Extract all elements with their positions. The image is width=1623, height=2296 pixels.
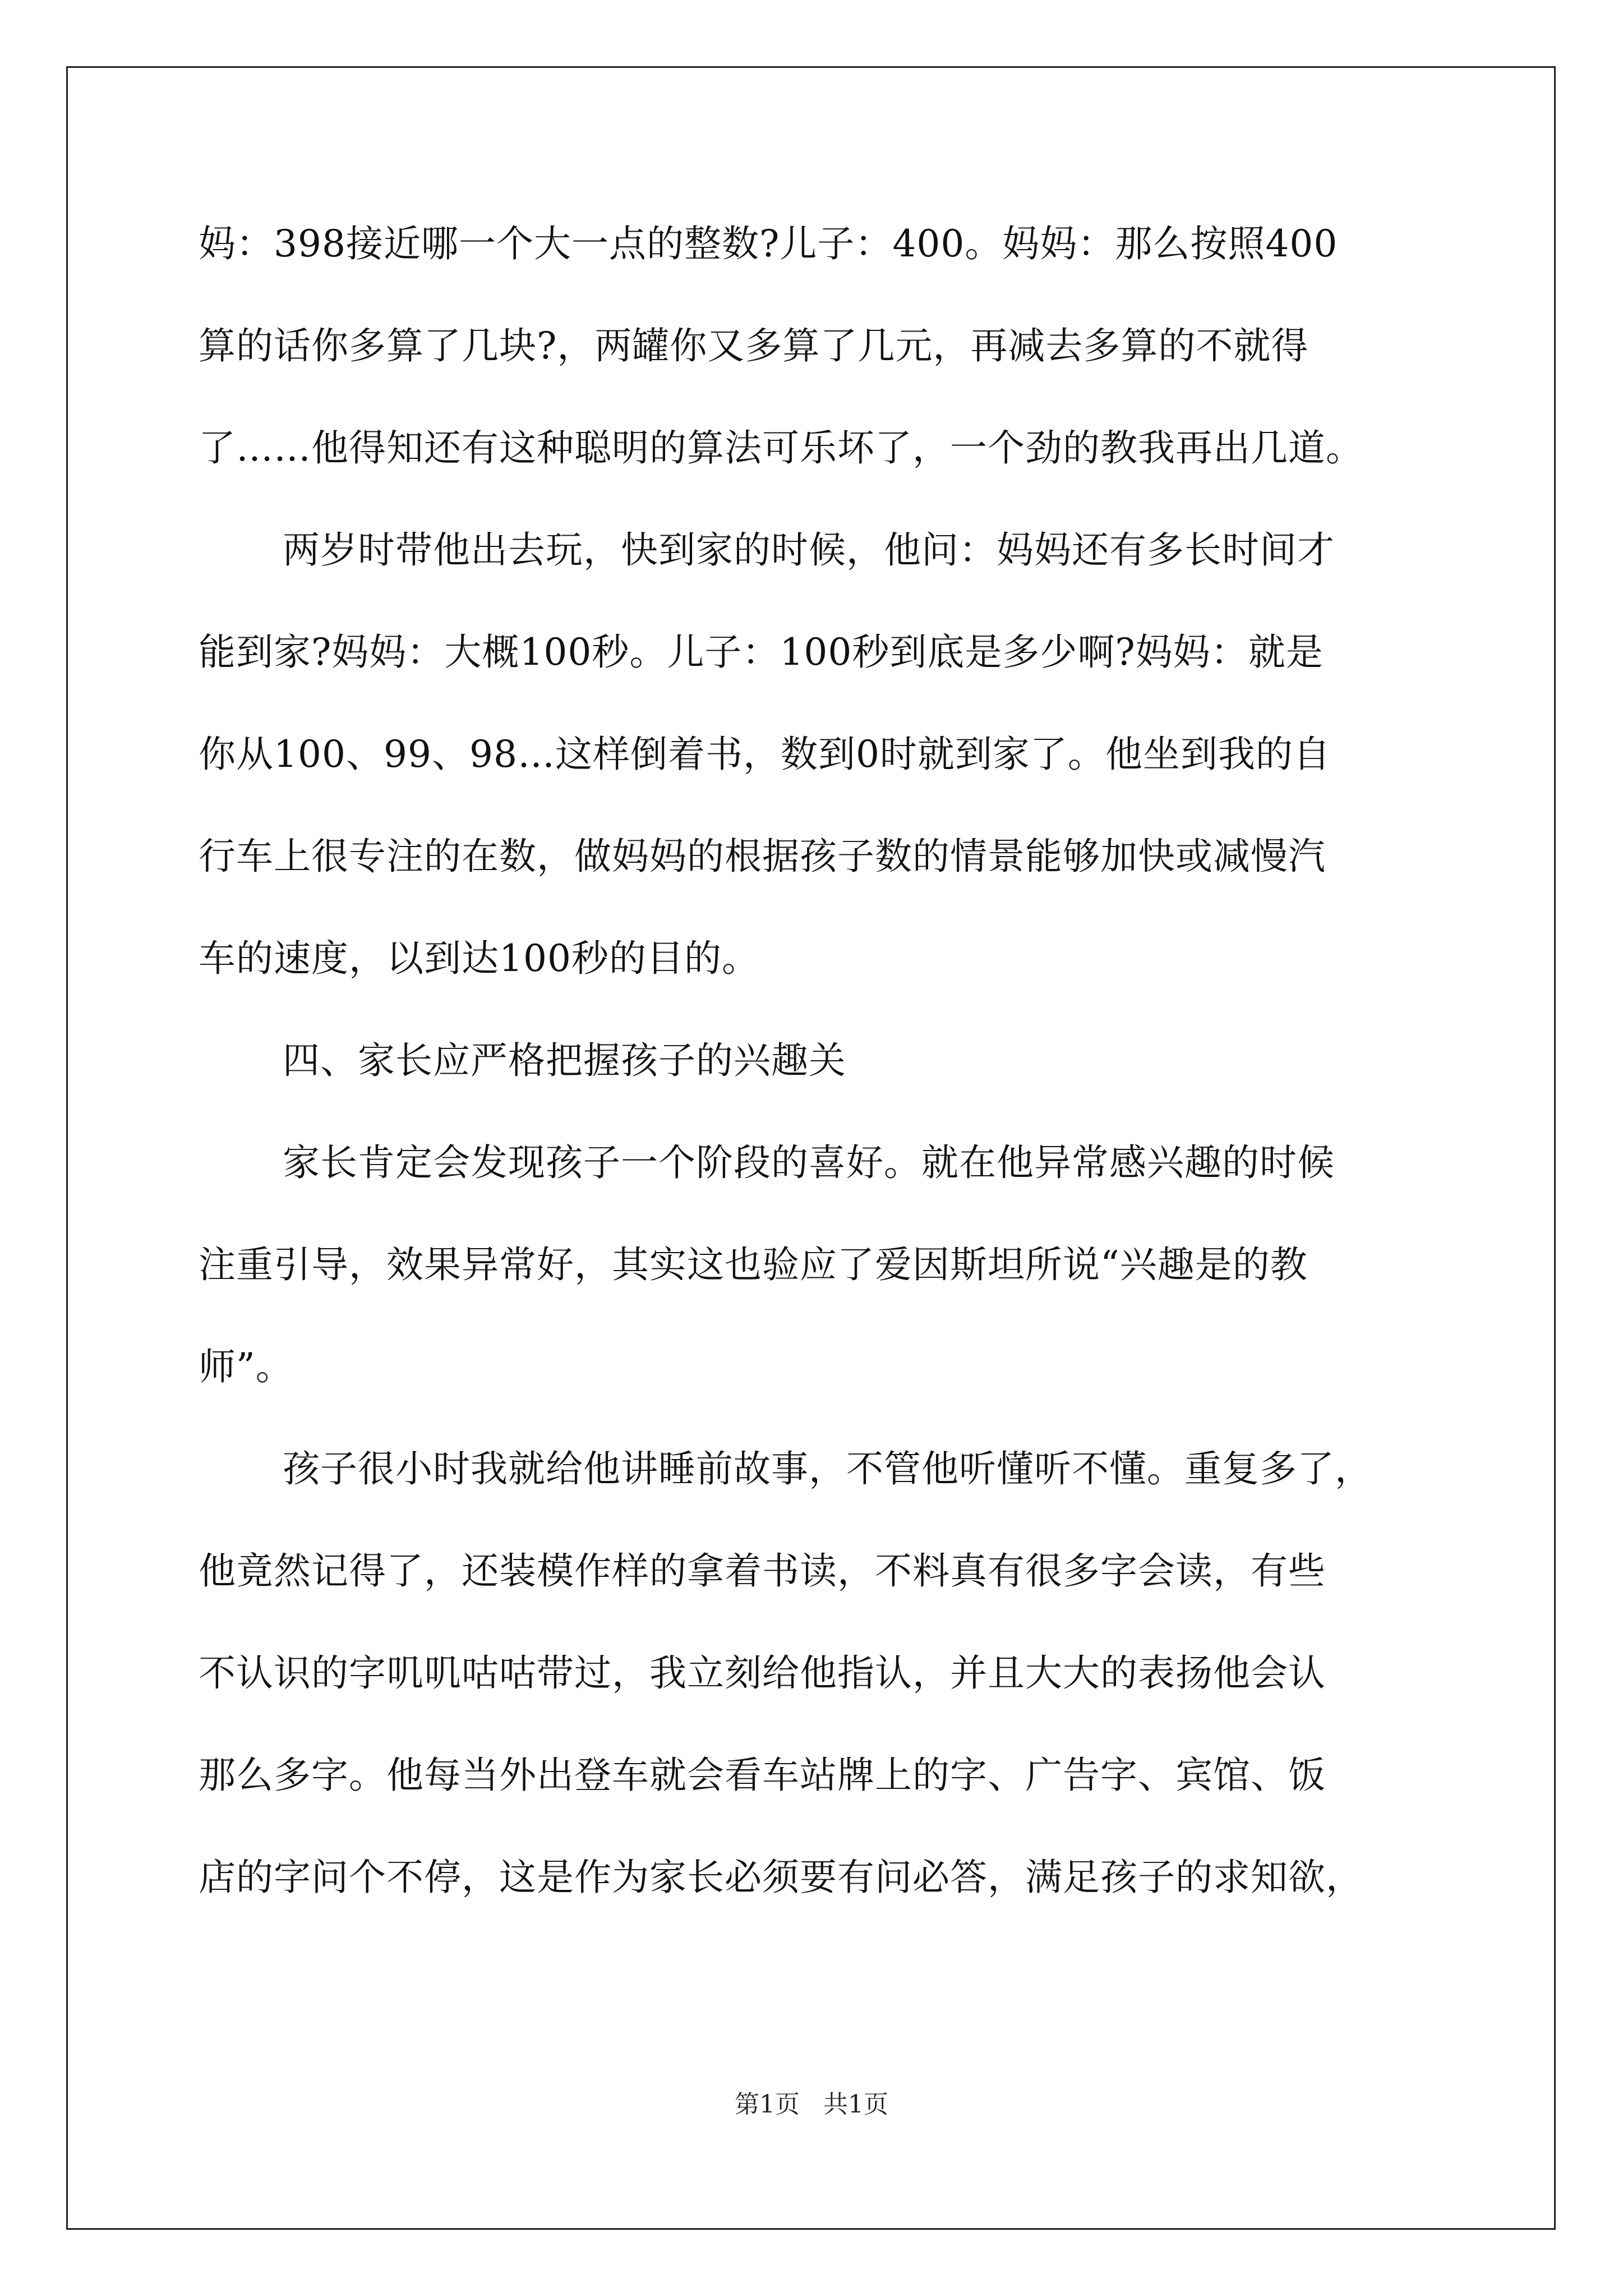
section-heading: 四、家长应严格把握孩子的兴趣关 [283,1039,846,1082]
document-body [199,222,1415,1957]
text-line: 他竟然记得了，还装模作样的拿着书读，不料真有很多字会读，有些 [199,1549,1326,1593]
paragraph-start-line: 孩子很小时我就给他讲睡前故事，不管他听懂听不懂。重复多了， [283,1447,1372,1490]
paragraph-start-line: 家长肯定会发现孩子一个阶段的喜好。就在他异常感兴趣的时候 [283,1141,1335,1184]
text-line: 你从100、99、98…这样倒着书，数到0时就到家了。他坐到我的自 [199,733,1331,776]
text-line: 不认识的字叽叽咕咕带过，我立刻给他指认，并且大大的表扬他会认 [199,1651,1326,1695]
text-line: 师”。 [199,1345,293,1388]
text-line: 能到家?妈妈：大概100秒。儿子：100秒到底是多少啊?妈妈：就是 [199,631,1324,674]
text-line: 注重引导，效果异常好，其实这也验应了爱因斯坦所说“兴趣是的教 [199,1243,1308,1286]
text-line: 那么多字。他每当外出登车就会看车站牌上的字、广告字、宾馆、饭 [199,1754,1326,1797]
text-line: 行车上很专注的在数，做妈妈的根据孩子数的情景能够加快或减慢汽 [199,835,1326,878]
page-number-footer: 第1页 共1页 [735,2090,888,2119]
text-line: 车的速度，以到达100秒的目的。 [199,937,759,980]
paragraph-start-line: 两岁时带他出去玩，快到家的时候，他问：妈妈还有多长时间才 [283,528,1335,572]
text-line: 妈：398接近哪一个大一点的整数?儿子：400。妈妈：那么按照400 [199,222,1338,265]
text-line: 算的话你多算了几块?，两罐你又多算了几元，再减去多算的不就得 [199,324,1309,367]
text-line: 了……他得知还有这种聪明的算法可乐坏了，一个劲的教我再出几道。 [199,426,1363,470]
text-line: 店的字问个不停，这是作为家长必须要有问必答，满足孩子的求知欲， [199,1856,1363,1899]
